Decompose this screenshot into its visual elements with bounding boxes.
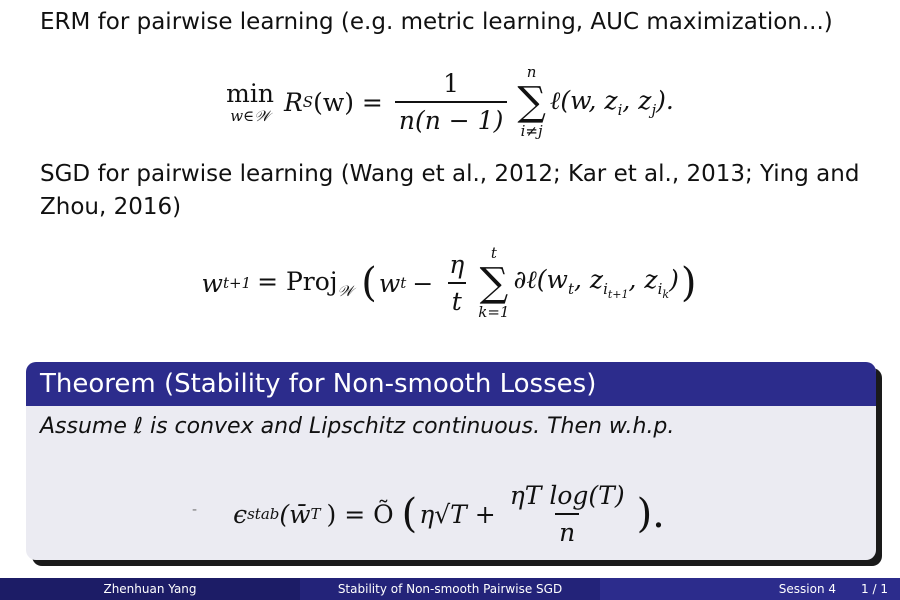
slide-footer <box>0 578 900 600</box>
footer-right <box>600 578 900 600</box>
min-operator: min w∈𝒲 <box>226 78 274 125</box>
subgradient-term: $\partial\ell(w_t$, $z_{i_{t+1}}$, $z_{i_k}$) <box>513 265 679 301</box>
step-size-fraction: $\frac{\eta}{t}$ <box>449 250 465 316</box>
stability-bound-equation: ϵ stab (w̄ T ) = Õ ( η√T + $\frac{\text{ηT log(T)}}{n}$ ). <box>233 481 665 547</box>
stray-dash: - <box>192 502 198 518</box>
projection-operator: = Proj$_𝒲$ <box>257 266 354 300</box>
footer-author: Zhenhuan Yang <box>0 578 300 600</box>
pairwise-loss: ℓ(w, $z_i$, $z_j$). <box>549 85 674 119</box>
theorem-block <box>26 362 876 560</box>
erm-paragraph: ERM for pairwise learning (e.g. metric learning, AUC maximization...) <box>40 9 833 35</box>
pairwise-sum: n ∑ i≠j <box>517 63 546 140</box>
footer-title: Stability of Non-smooth Pairwise SGD <box>300 578 600 600</box>
normalizing-fraction: $\frac{1}{n(n - 1)}$ <box>395 69 507 135</box>
theorem-title: Theorem (Stability for Non-smooth Losses) <box>26 362 876 406</box>
bound-fraction: $\frac{\text{ηT log(T)}}{n}$ <box>509 481 625 547</box>
footer-session: Session 4 <box>778 582 836 596</box>
risk-argument: (w) = <box>313 87 383 117</box>
footer-page-number: 1 / 1 <box>861 582 888 596</box>
theorem-assumption: Assume ℓ is convex and Lipschitz continuous. Then w.h.p. <box>40 414 675 439</box>
history-sum: t ∑ k=1 <box>478 244 510 321</box>
sgd-paragraph: SGD for pairwise learning (Wang et al., 2012; Kar et al., 2013; Ying and Zhou, 2016) <box>40 161 860 220</box>
erm-equation: min w∈𝒲 R S (w) = $\frac{1}{n(n - 1)}$ n ∑ i≠j ℓ(w, $z_i$, $z_j$). <box>226 63 674 140</box>
sgd-update-equation: w t+1 = Proj$_𝒲$ ( w t − $\frac{\eta}{t}$ t ∑ k=1 $\partial\ell(w_t$, $z_{i_{t+1}}$, $z_{i_k}$) ) <box>201 244 697 321</box>
risk-symbol: R <box>283 87 303 117</box>
